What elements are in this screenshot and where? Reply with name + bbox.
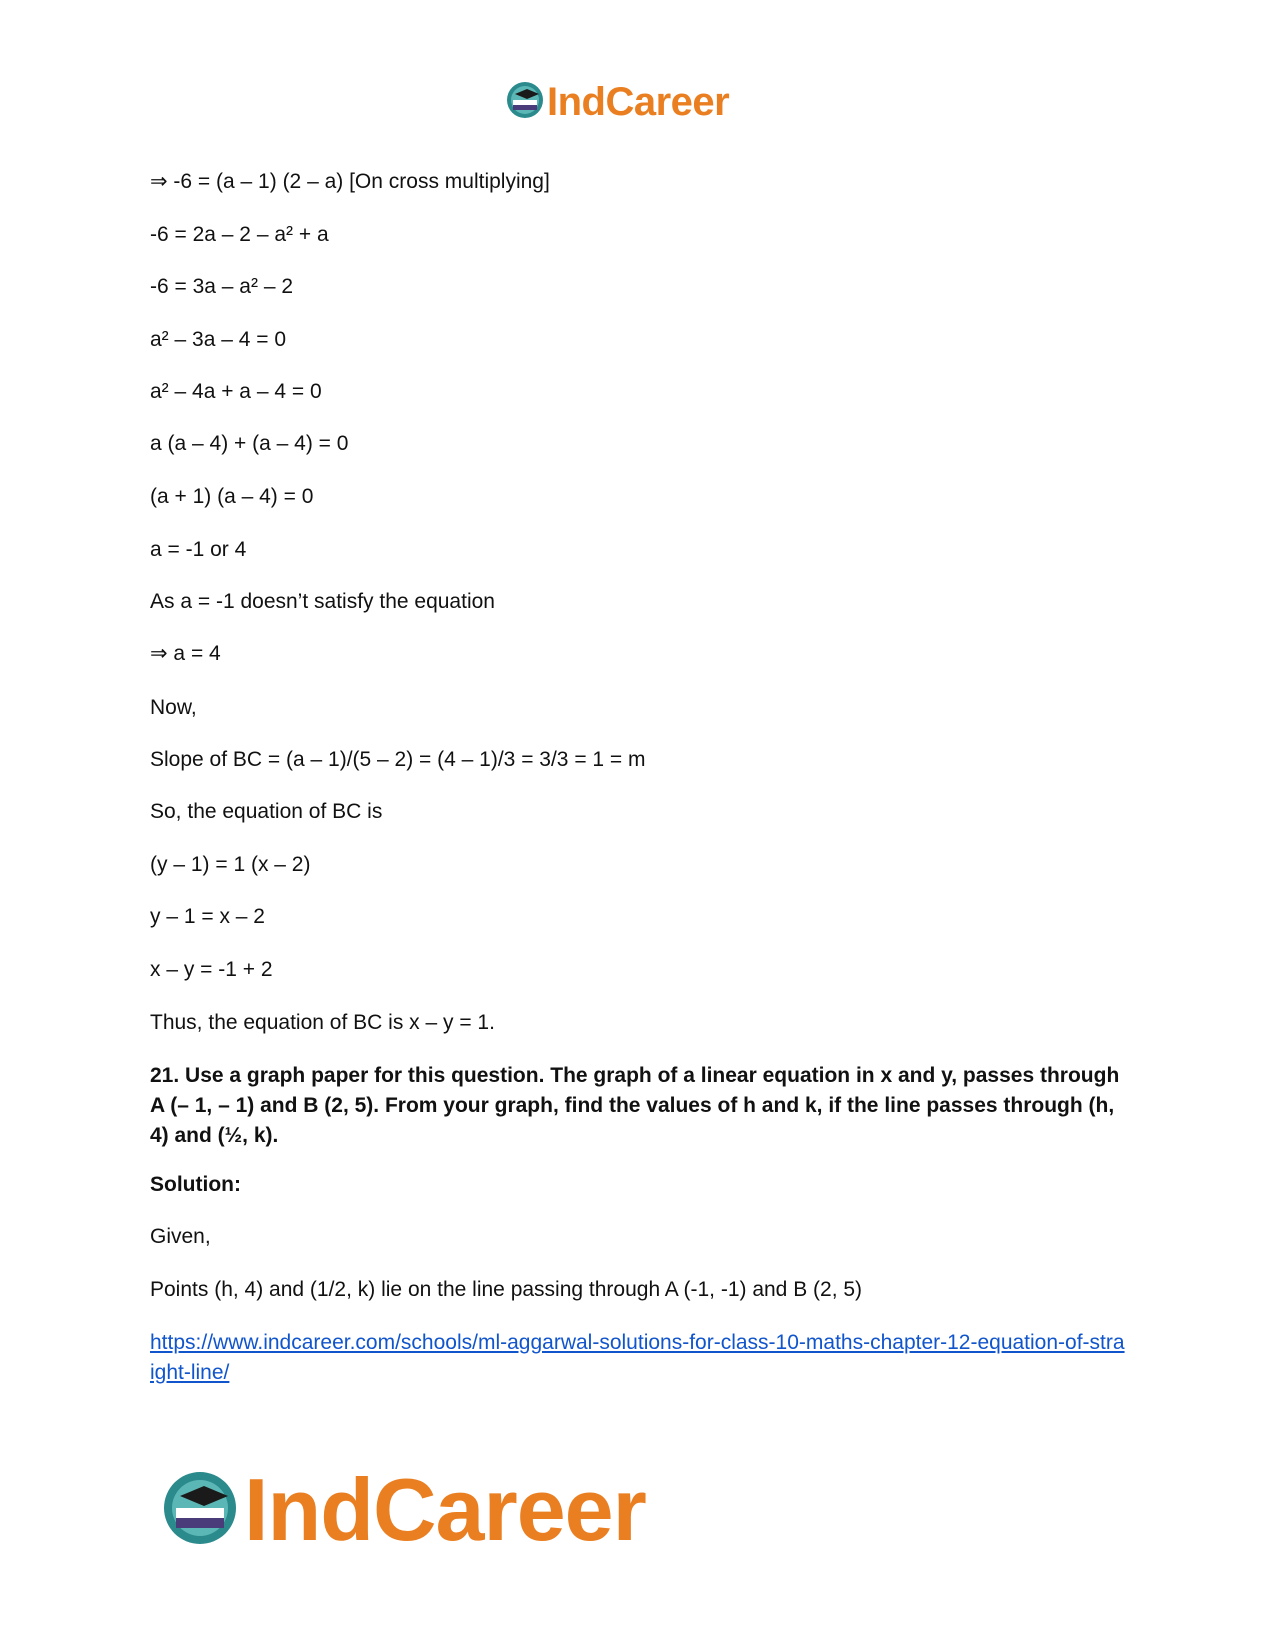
text-line: a = -1 or 4 [150,538,247,561]
text-line: a² – 4a + a – 4 = 0 [150,380,322,403]
text-line: (y – 1) = 1 (x – 2) [150,853,311,876]
text-line: (a + 1) (a – 4) = 0 [150,485,314,508]
text-line: a (a – 4) + (a – 4) = 0 [150,432,349,455]
text-line: Thus, the equation of BC is x – y = 1. [150,1011,495,1034]
logo-book-icon [160,1468,240,1553]
text-line: So, the equation of BC is [150,800,383,823]
header-logo [505,80,729,124]
text-line: ⇒ -6 = (a – 1) (2 – a) [On cross multiplying] [150,170,550,193]
text-line: Slope of BC = (a – 1)/(5 – 2) = (4 – 1)/3 = 3/3 = 1 = m [150,748,646,771]
logo-text: IndCareer [547,79,730,124]
source-link[interactable]: https://www.indcareer.com/schools/ml-aggarwal-solutions-for-class-10-maths-chapter-12-equation-of-straight-line/ [150,1331,1125,1384]
text-line: ⇒ a = 4 [150,642,221,665]
text-line: a² – 3a – 4 = 0 [150,328,287,351]
text-line: y – 1 = x – 2 [150,905,265,928]
question-text: 21. Use a graph paper for this question. The graph of a linear equation in x and y, passes through A (– 1, – 1) and B (2, 5). From your graph, find the values of h and k, if the line passes through (h, 4) and (½, k). [150,1064,1120,1147]
text-line: -6 = 2a – 2 – a² + a [150,223,329,246]
text-line: -6 = 3a – a² – 2 [150,275,294,298]
solution-heading: Solution: [150,1173,241,1196]
text-line: x – y = -1 + 2 [150,958,273,981]
given-text: Given, [150,1225,211,1248]
text-line: As a = -1 doesn’t satisfy the equation [150,590,495,613]
footer-logo [160,1460,646,1559]
text-line: Now, [150,696,197,719]
logo-text: IndCareer [244,1460,646,1559]
logo-book-icon [505,80,545,125]
points-text: Points (h, 4) and (1/2, k) lie on the line passing through A (-1, -1) and B (2, 5) [150,1278,863,1301]
